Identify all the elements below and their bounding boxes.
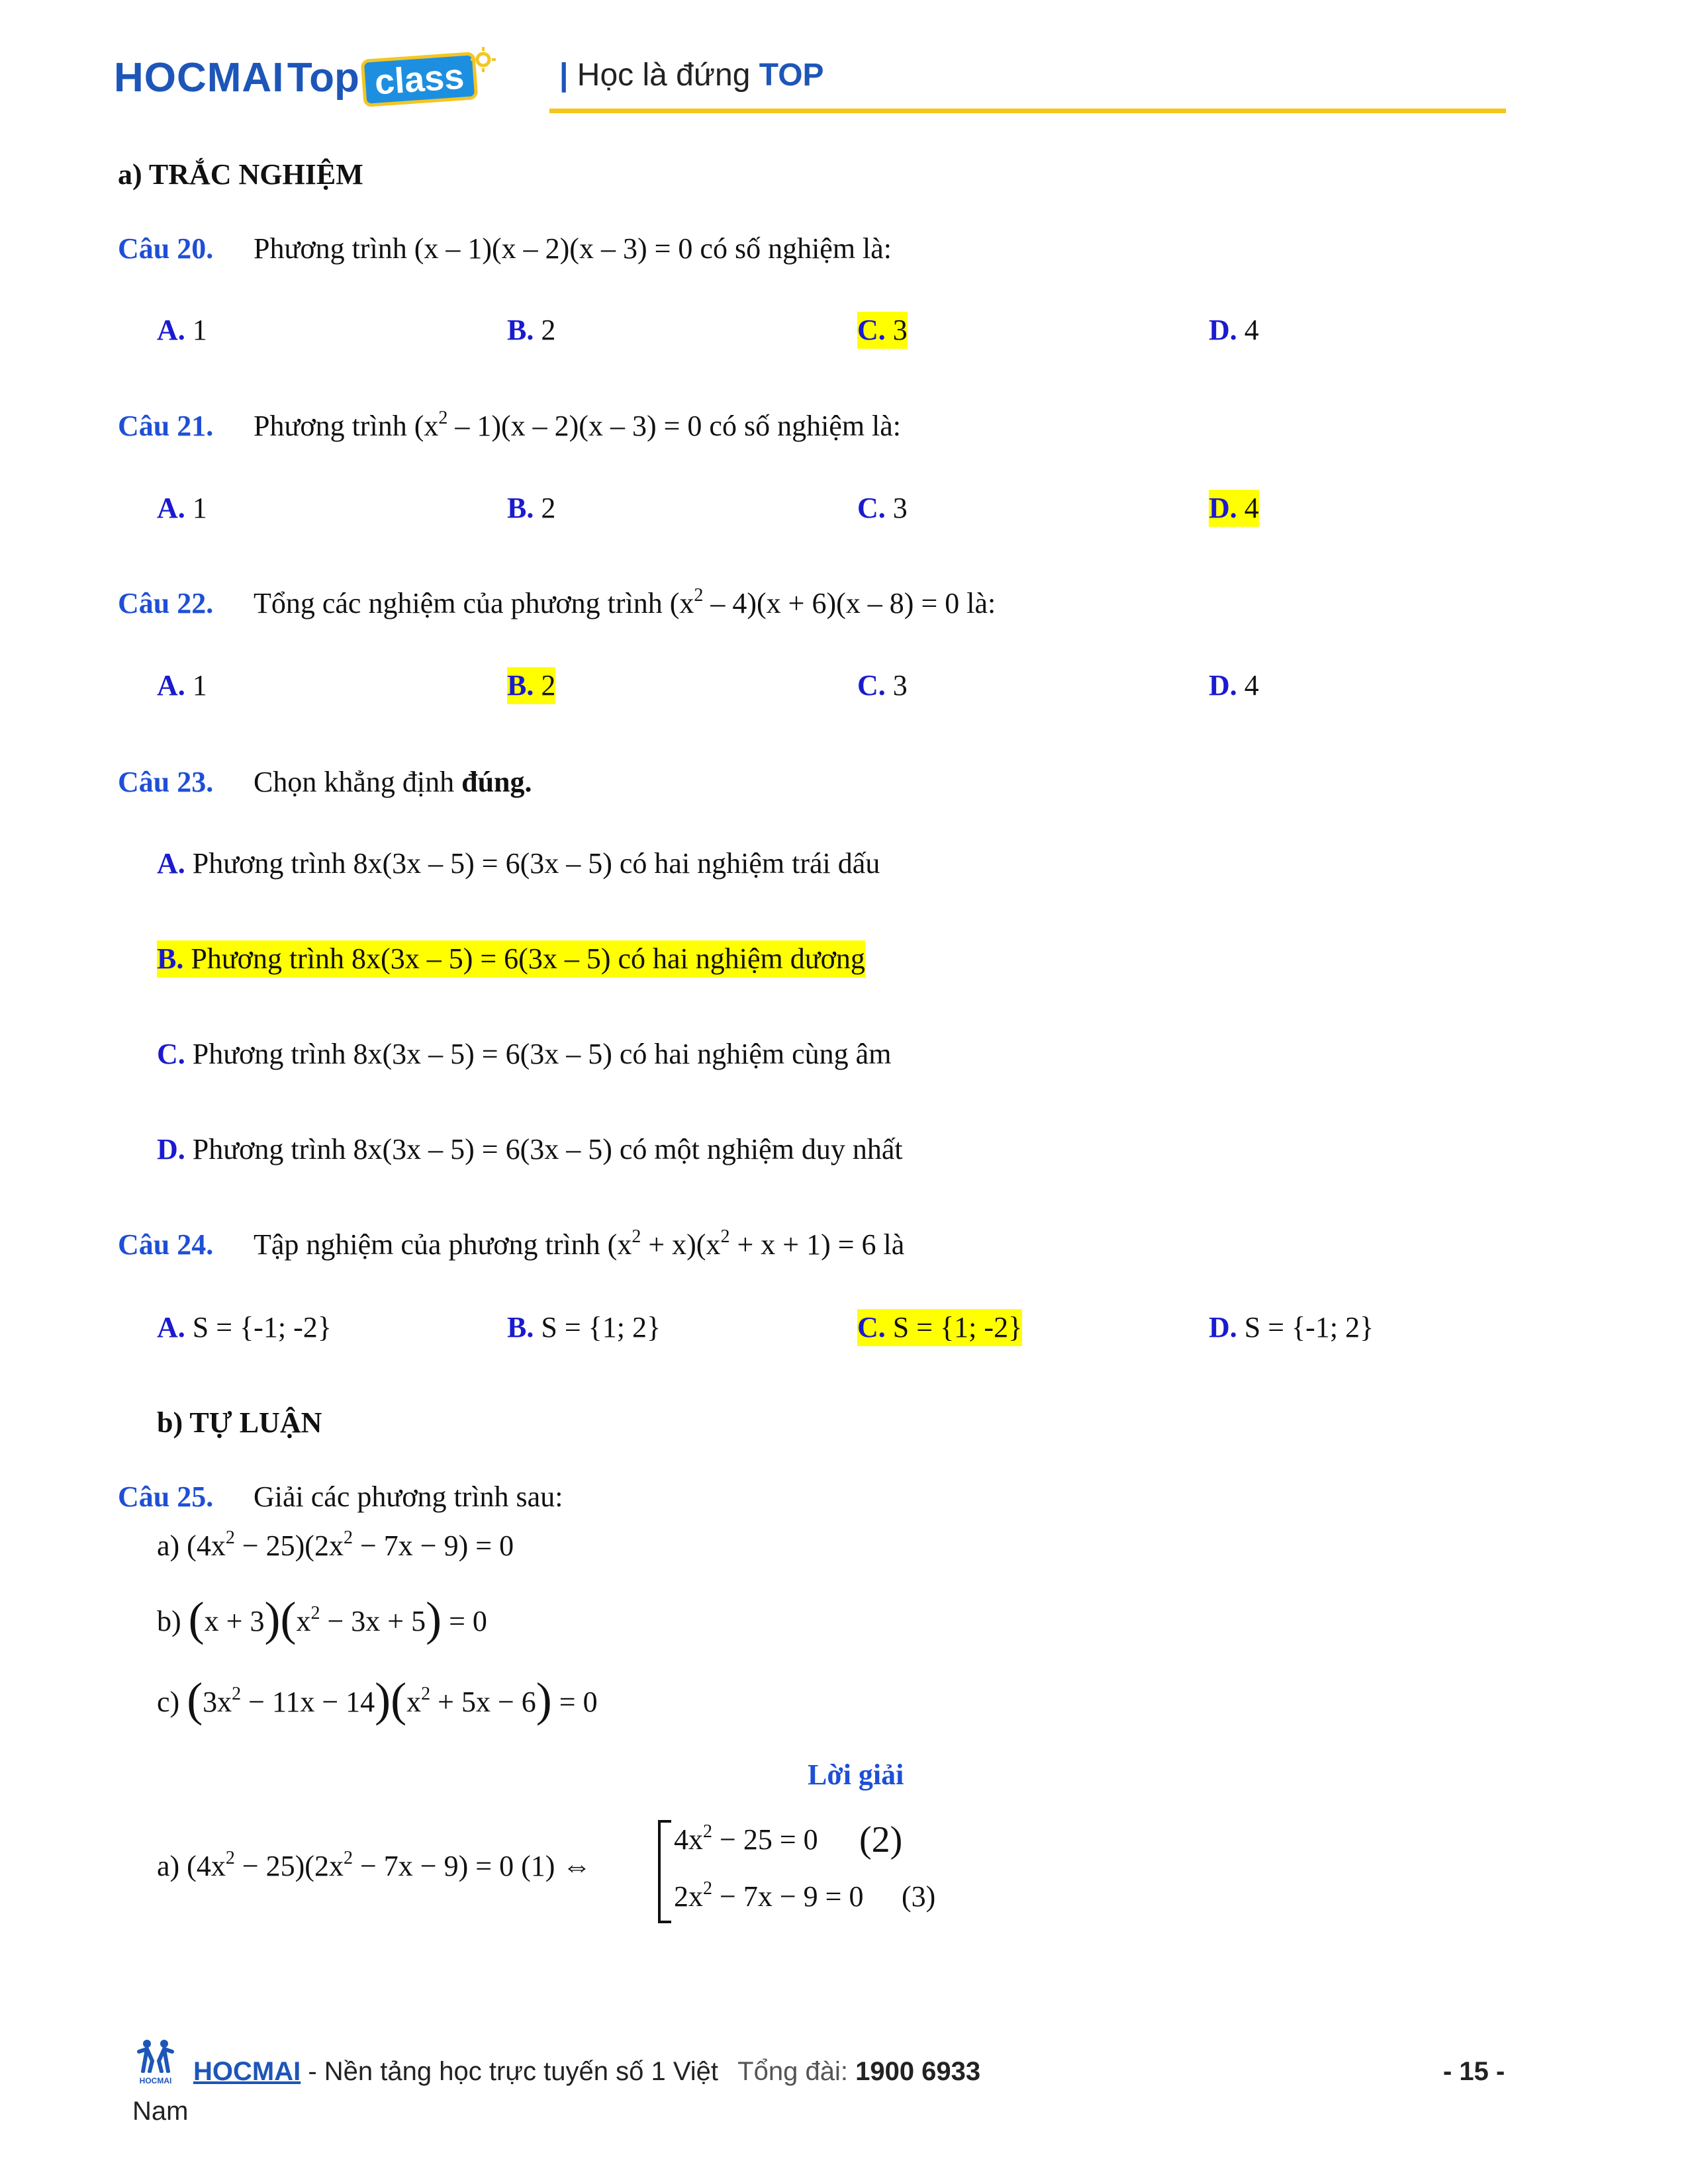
q21-option-d-answer <box>1209 490 1259 527</box>
paren: ( <box>391 1673 407 1726</box>
q25-part-b <box>157 1592 487 1645</box>
footer-logo <box>132 2038 179 2083</box>
option-label: C. <box>157 1038 185 1070</box>
option-label: C. <box>857 669 886 702</box>
footer-hotline-label: Tổng đài: <box>737 2057 848 2086</box>
option-value: 4 <box>1237 314 1259 346</box>
superscript: 2 <box>703 1821 712 1842</box>
paren: ) <box>264 1592 281 1645</box>
section-a-heading: a) TRẮC NGHIỆM <box>118 158 363 191</box>
footer-wrap-text: Nam <box>132 2097 189 2126</box>
option-value: 4 <box>1237 492 1259 524</box>
math-part: a) (4x <box>157 1850 226 1882</box>
math-part: b) <box>157 1605 189 1637</box>
solution-title: Lời giải <box>808 1758 904 1791</box>
math-part: − 11x − 14 <box>241 1686 375 1718</box>
page-number: - 15 - <box>1443 2057 1505 2086</box>
solution-tag-2: (2) <box>859 1819 903 1860</box>
option-label: C. <box>857 314 886 346</box>
q24-option-c-answer <box>857 1309 1022 1346</box>
option-label: D. <box>1209 1311 1237 1343</box>
option-label: A. <box>157 847 185 880</box>
math-part: − 25)(2x <box>234 1529 344 1562</box>
logo-top-text: Top <box>287 55 359 101</box>
q20-number: Câu 20. <box>118 232 214 265</box>
q23-text <box>254 764 532 801</box>
q22-option-d <box>1209 667 1259 704</box>
text-part: Phương trình (x <box>254 410 439 442</box>
paren: ) <box>536 1673 552 1726</box>
q25-number: Câu 25. <box>118 1480 214 1513</box>
slogan <box>559 57 824 93</box>
math-part: a) (4x <box>157 1529 226 1562</box>
sun-icon <box>470 46 496 73</box>
text-part: – 4)(x + 6)(x – 8) = 0 là: <box>703 587 996 619</box>
option-value: 1 <box>185 314 207 346</box>
option-label: B. <box>507 1311 534 1343</box>
superscript: 2 <box>694 585 704 606</box>
option-label: C. <box>857 1311 886 1343</box>
math-part: x <box>406 1686 422 1718</box>
q25-part-c <box>157 1673 598 1726</box>
q23-option-b-answer <box>157 940 865 978</box>
option-label: D. <box>1209 669 1237 702</box>
superscript: 2 <box>343 1527 353 1548</box>
option-label: D. <box>157 1133 185 1165</box>
q20-text: Phương trình (x – 1)(x – 2)(x – 3) = 0 có số nghiệm là: <box>254 232 892 265</box>
option-label: A. <box>157 1311 185 1343</box>
superscript: 2 <box>438 408 448 428</box>
q22-text <box>254 585 996 622</box>
option-value: S = {-1; -2} <box>185 1311 332 1343</box>
math-part: − 7x − 9 = 0 <box>712 1880 864 1913</box>
q25-part-a <box>157 1527 514 1565</box>
slogan-top: TOP <box>759 58 824 93</box>
q22-number: Câu 22. <box>118 587 214 619</box>
option-value: Phương trình 8x(3x – 5) = 6(3x – 5) có hai nghiệm cùng âm <box>185 1038 892 1070</box>
superscript: 2 <box>225 1848 235 1868</box>
brand-logo <box>114 54 477 103</box>
math-part: c) <box>157 1686 187 1718</box>
math-part: − 3x + 5 <box>320 1605 426 1637</box>
q20-option-a <box>157 312 207 349</box>
paren: ( <box>188 1592 205 1645</box>
math-part: − 25 = 0 <box>712 1823 818 1856</box>
q22-option-c <box>857 667 908 704</box>
logo-class-badge: class <box>361 52 479 107</box>
option-value: 2 <box>534 492 556 524</box>
option-label: B. <box>507 669 534 702</box>
q23-number: Câu 23. <box>118 766 214 798</box>
slogan-bar: | <box>559 58 569 93</box>
q22-option-a <box>157 667 207 704</box>
q24-option-d <box>1209 1309 1374 1346</box>
math-part: 2x <box>674 1880 703 1913</box>
math-part: − 7x − 9) = 0 (1) ⇔ <box>352 1850 592 1882</box>
superscript: 2 <box>232 1684 242 1704</box>
math-part: 3x <box>203 1686 232 1718</box>
option-label: B. <box>157 942 184 975</box>
people-logo-icon <box>132 2038 179 2073</box>
paren: ) <box>426 1592 442 1645</box>
slogan-text: Học là đứng <box>577 58 751 93</box>
option-value: Phương trình 8x(3x – 5) = 6(3x – 5) có một nghiệm duy nhất <box>185 1133 903 1165</box>
footer-tagline: - Nền tảng học trực tuyến số 1 Việt <box>301 2057 719 2086</box>
math-part: x <box>296 1605 311 1637</box>
solution-lhs <box>157 1848 591 1885</box>
option-value: 1 <box>185 669 207 702</box>
paren: ) <box>375 1673 391 1726</box>
math-part: = 0 <box>551 1686 598 1718</box>
solution-line-2 <box>674 1878 863 1915</box>
footer-brand-link[interactable]: HOCMAI <box>193 2057 301 2086</box>
option-label: D. <box>1209 314 1237 346</box>
q22-option-b-answer <box>507 667 555 704</box>
footer-logo-caption: HOCMAI <box>139 2076 172 2085</box>
option-value: S = {-1; 2} <box>1237 1311 1374 1343</box>
option-label: B. <box>507 492 534 524</box>
option-value: S = {1; 2} <box>534 1311 661 1343</box>
q21-text <box>254 408 901 445</box>
q20-option-d <box>1209 312 1259 349</box>
option-label: A. <box>157 669 185 702</box>
option-value: 3 <box>885 314 908 346</box>
superscript: 2 <box>421 1684 431 1704</box>
footer-hotline: 1900 6933 <box>855 2057 981 2086</box>
header-divider <box>549 109 1506 113</box>
superscript: 2 <box>720 1226 730 1247</box>
text-part: – 1)(x – 2)(x – 3) = 0 có số nghiệm là: <box>447 410 902 442</box>
math-part: − 25)(2x <box>234 1850 344 1882</box>
option-value: S = {1; -2} <box>885 1311 1023 1343</box>
option-value: 2 <box>534 669 556 702</box>
math-part: x + 3 <box>204 1605 265 1637</box>
q25-text: Giải các phương trình sau: <box>254 1480 563 1513</box>
option-label: A. <box>157 314 185 346</box>
solution-bracket <box>655 1819 675 1925</box>
option-value: 1 <box>185 492 207 524</box>
q21-option-b <box>507 490 555 527</box>
option-value: 3 <box>885 669 908 702</box>
option-value: Phương trình 8x(3x – 5) = 6(3x – 5) có hai nghiệm dương <box>183 942 865 975</box>
text-part: Chọn khẳng định <box>254 766 462 798</box>
text-part: Tập nghiệm của phương trình (x <box>254 1228 632 1261</box>
option-label: A. <box>157 492 185 524</box>
q23-option-c <box>157 1036 891 1073</box>
text-part: Tổng các nghiệm của phương trình (x <box>254 587 694 619</box>
math-part: − 7x − 9) = 0 <box>352 1529 514 1562</box>
option-label: D. <box>1209 492 1237 524</box>
math-part: + 5x − 6 <box>430 1686 536 1718</box>
q23-option-a <box>157 845 880 882</box>
math-part: 4x <box>674 1823 703 1856</box>
solution-tag-3: (3) <box>902 1880 936 1913</box>
q24-number: Câu 24. <box>118 1228 214 1261</box>
q21-option-a <box>157 490 207 527</box>
option-label: B. <box>507 314 534 346</box>
q21-option-c <box>857 490 908 527</box>
superscript: 2 <box>632 1226 641 1247</box>
q24-option-a <box>157 1309 332 1346</box>
superscript: 2 <box>343 1848 353 1868</box>
paren: ( <box>187 1673 203 1726</box>
option-label: C. <box>857 492 886 524</box>
q24-text <box>254 1226 904 1263</box>
solution-line-1 <box>674 1821 818 1858</box>
q24-option-b <box>507 1309 661 1346</box>
q20-option-c-answer <box>857 312 908 349</box>
text-part: + x)(x <box>641 1228 721 1261</box>
option-value: Phương trình 8x(3x – 5) = 6(3x – 5) có hai nghiệm trái dấu <box>185 847 880 880</box>
superscript: 2 <box>703 1878 712 1899</box>
text-bold: đúng. <box>461 766 532 798</box>
option-value: 4 <box>1237 669 1259 702</box>
paren: ( <box>280 1592 297 1645</box>
math-part: = 0 <box>442 1605 487 1637</box>
option-value: 3 <box>885 492 908 524</box>
text-part: + x + 1) = 6 là <box>729 1228 905 1261</box>
superscript: 2 <box>225 1527 235 1548</box>
logo-hocmai-text: HOCMAI <box>114 55 285 101</box>
footer-text <box>193 2057 980 2087</box>
q21-number: Câu 21. <box>118 410 214 442</box>
section-b-heading: b) TỰ LUẬN <box>157 1406 322 1439</box>
option-value: 2 <box>534 314 556 346</box>
superscript: 2 <box>310 1603 320 1623</box>
q20-option-b <box>507 312 555 349</box>
q23-option-d <box>157 1131 903 1168</box>
